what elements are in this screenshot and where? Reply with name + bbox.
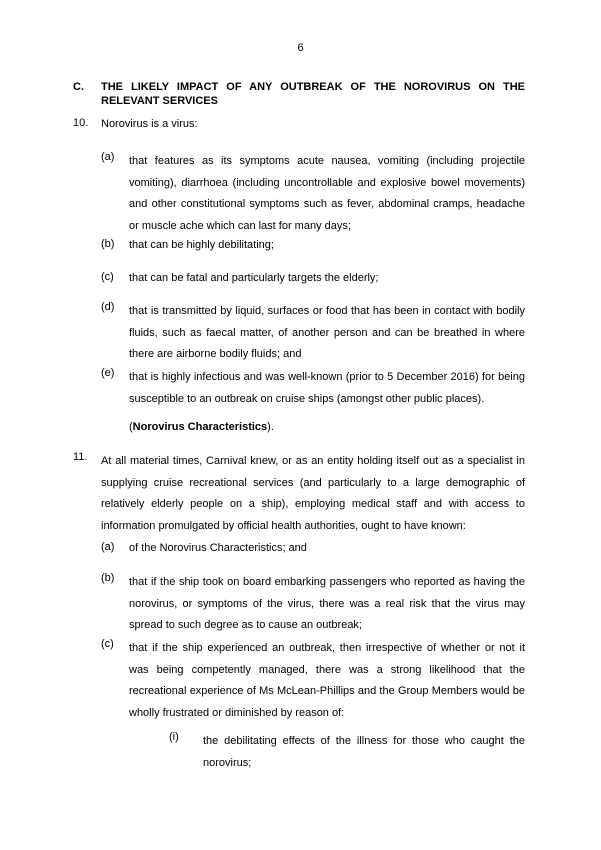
item-text: that if the ship experienced an outbreak, then irrespective of whether or not it was being competently managed, there was a strong likelihood that the recreational experience of Ms McLean-Phillips and the Group Members would be wholly frustrated or diminished by reason of:: [129, 642, 525, 719]
item-label: (i): [169, 731, 179, 743]
item-text: the debilitating effects of the illness for those who caught the norovirus;: [203, 735, 525, 769]
item-label: (c): [101, 271, 114, 283]
item-label: (a): [101, 541, 115, 553]
item-text: that can be fatal and particularly targets the elderly;: [129, 272, 379, 284]
item-text: that if the ship took on board embarking passengers who reported as having the norovirus, or symptoms of the virus, there was a real risk that the virus may spread to such degree as to cause an outbreak;: [129, 576, 525, 631]
item-label: (a): [101, 151, 115, 163]
item-label: (b): [101, 238, 115, 250]
paragraph-intro: Norovirus is a virus:: [101, 118, 198, 130]
item-label: (c): [101, 638, 114, 650]
section-letter: C.: [73, 81, 84, 93]
paragraph-intro: At all material times, Carnival knew, or as an entity holding itself out as a specialist in supplying cruise recreational services (and particularly to a large demographic of relatively elderly people on a ship), employing medical staff and with access to information promulgated by official health authorities, ought to have known:: [101, 455, 525, 532]
section-title: THE LIKELY IMPACT OF ANY OUTBREAK OF THE NOROVIRUS ON THE RELEVANT SERVICES: [101, 81, 525, 107]
item-text: that is transmitted by liquid, surfaces or food that has been in contact with bodily fluids, such as faecal matter, of another person and can be breathed in where there are airborne bodily fluids; and: [129, 305, 525, 360]
item-text: that can be highly debilitating;: [129, 239, 274, 251]
paragraph-number: 11.: [73, 451, 88, 463]
page-number: 6: [297, 42, 304, 54]
paragraph-number: 10.: [73, 117, 89, 129]
defined-close: ).: [267, 421, 274, 433]
item-label: (d): [101, 301, 115, 313]
defined-term-line: [129, 421, 274, 433]
defined-term: Norovirus Characteristics: [132, 421, 268, 433]
item-label: (e): [101, 367, 115, 379]
item-text: of the Norovirus Characteristics; and: [129, 542, 307, 554]
item-text: that features as its symptoms acute nausea, vomiting (including projectile vomiting), diarrhoea (including uncontrollable and explosive bowel movements) and other constitutional symptoms such as fever, abdominal cramps, headache or muscle ache which can last for many days;: [129, 155, 525, 232]
defined-open: (: [129, 421, 133, 433]
item-label: (b): [101, 572, 115, 584]
item-text: that is highly infectious and was well-known (prior to 5 December 2016) for being susceptible to an outbreak on cruise ships (amongst other public places).: [129, 371, 525, 405]
